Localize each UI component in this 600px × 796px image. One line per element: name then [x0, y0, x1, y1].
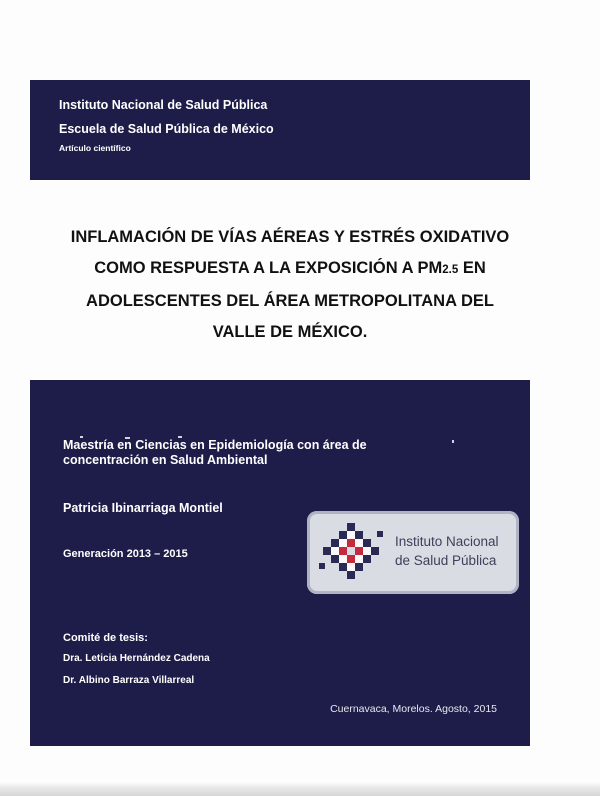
author-name: Patricia Ibinarriaga Montiel: [63, 501, 223, 515]
scan-speck: [452, 440, 454, 443]
insp-logo-text: [395, 532, 499, 570]
logo-line-2: de Salud Pública: [395, 553, 497, 568]
committee-member-2: Dr. Albino Barraza Villarreal: [63, 675, 195, 686]
title-pm-subscript: 2.5: [442, 264, 459, 276]
title-line-2-prefix: COMO RESPUESTA A LA EXPOSICIÓN A PM: [94, 259, 443, 277]
title-line-2: [50, 253, 530, 286]
title-line-3: ADOLESCENTES DEL ÁREA METROPOLITANA DEL: [86, 292, 494, 310]
title-line-1: INFLAMACIÓN DE VÍAS AÉREAS Y ESTRÉS OXIDATIVO: [70, 228, 510, 246]
insp-logo: [307, 511, 519, 594]
institution-name: Instituto Nacional de Salud Pública: [59, 98, 268, 112]
school-name: Escuela de Salud Pública de México: [59, 122, 274, 136]
header-band: [30, 80, 530, 180]
place-and-date: Cuernavaca, Morelos. Agosto, 2015: [330, 703, 497, 715]
committee-label: Comité de tesis:: [63, 632, 148, 644]
generation: Generación 2013 – 2015: [63, 548, 188, 560]
degree-program: [63, 438, 393, 468]
degree-program-line-1: Maestría en Ciencias en Epidemiología con área de: [63, 438, 367, 452]
scan-edge-shadow: [0, 782, 600, 796]
title-line-2-suffix: EN: [458, 259, 486, 277]
title-line-4: VALLE DE MÉXICO.: [212, 323, 368, 341]
degree-program-line-2: concentración en Salud Ambiental: [63, 453, 268, 467]
document-type: Artículo científico: [59, 143, 131, 153]
details-band: [30, 380, 530, 746]
insp-logo-mark-icon: [319, 523, 389, 583]
logo-line-1: Instituto Nacional: [395, 534, 499, 549]
thesis-title: [50, 222, 530, 348]
committee-member-1: Dra. Leticia Hernández Cadena: [63, 653, 210, 664]
